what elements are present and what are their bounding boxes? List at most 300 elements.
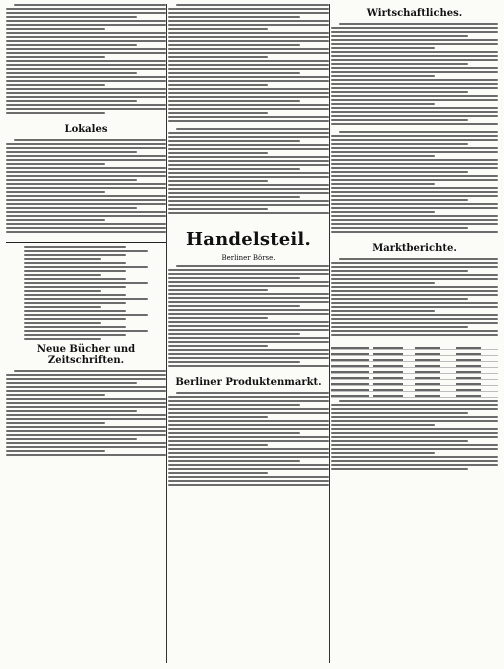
column-2-text-line [168,361,300,363]
table-cell-text [373,395,403,397]
column-2-text-line [168,108,329,110]
column-1-text-line [14,370,166,372]
table-cell-text [456,359,481,361]
column-3-text-line [331,99,498,101]
column-1 [6,4,166,663]
column-3-text-line [331,187,498,189]
column-2-text-line [176,265,329,267]
column-2-text-line [168,212,329,214]
column-2-text-line [168,176,329,178]
column-3-text-block-0 [331,23,498,125]
column-1-text-line [6,48,166,50]
column-3-text-line [331,448,498,450]
column-1-poem-line [24,278,126,280]
column-2-text-line [168,297,329,299]
column-2-text-line [168,285,329,287]
table-cell-text [331,389,369,391]
column-1-text-line [6,88,166,90]
column-1-text-line [6,56,105,58]
column-2-text-line [168,92,329,94]
column-3-text-line [331,464,498,466]
column-2-text-line [168,301,329,303]
column-2-text-line [168,484,329,486]
column-2-text-line [168,148,329,150]
column-3-text-line [331,274,498,276]
table-cell-text [456,389,481,391]
column-2-text-line [168,408,329,410]
column-2-text-line [168,269,329,271]
column-3-text-line [331,199,468,201]
column-2-spacer [168,216,329,220]
column-2-text-line [168,317,268,319]
column-1-text-line [6,163,105,165]
table-cell-text [456,353,481,355]
column-1-text-line [6,382,137,384]
table-cell-text [373,389,403,391]
column-2-text-block-0 [168,4,329,122]
column-3-text-line [331,175,498,177]
column-3-text-line [331,211,435,213]
column-3-text-line [331,139,498,141]
column-2-text-line [168,440,329,442]
column-3-spacer [331,235,498,239]
column-3-text-line [339,23,498,25]
column-3-text-line [331,412,468,414]
column-1-text-line [6,108,166,110]
column-2-text-line [168,24,329,26]
column-3-text-line [331,416,498,418]
column-3-heading-0: Wirtschaftliches. [366,8,463,19]
column-1-text-line [6,414,166,416]
column-2-text-line [168,64,329,66]
column-1-text-line [6,219,105,221]
column-1-text-line [6,159,166,161]
column-2-text-line [168,281,329,283]
column-2-text-line [168,156,329,158]
column-3-text-line [331,51,498,53]
column-1-text-line [6,450,105,452]
column-3-text-line [331,115,498,117]
column-1-poem-line [24,254,126,256]
column-3-text-line [331,191,498,193]
column-3-text-line [331,294,498,296]
column-1-poem-line [24,306,101,308]
column-1-poem-line [24,330,149,332]
column-2-text-line [168,460,300,462]
column-1-text-line [6,92,166,94]
column-2-text-line [168,293,329,295]
column-3-text-line [331,183,435,185]
column-2-text-line [168,112,268,114]
column-1-text-line [6,199,166,201]
column-3-text-line [339,131,498,133]
column-rule-2 [329,4,330,663]
column-1-poem-line [24,314,149,316]
column-1-text-line [6,231,166,233]
table-cell [373,392,415,398]
column-2-text-line [168,140,300,142]
column-2-text-line [168,309,329,311]
column-2-text-line [168,204,329,206]
column-1-text-line [6,378,166,380]
column-2-text-line [168,416,268,418]
column-2-text-line [168,168,300,170]
column-2-text-line [168,200,329,202]
column-1-text-block-0 [6,4,166,114]
column-3-text-line [331,67,498,69]
column-3-market-table [331,344,498,398]
column-1-text-block-2 [6,370,166,456]
column-3-text-line [331,227,468,229]
column-3-text-block-3 [331,400,498,470]
column-3-text-line [331,135,498,137]
column-2-text-line [176,392,329,394]
column-2-text-line [168,476,329,478]
table-cell [415,392,457,398]
column-2-text-line [168,329,329,331]
column-3-text-line [331,326,468,328]
column-1-poem-line [24,322,101,324]
column-2-title-0: Handelsteil. [186,229,311,250]
column-2-text-line [168,76,329,78]
column-3-text-line [331,123,498,125]
column-1-text-line [6,223,166,225]
column-2-text-line [176,128,329,130]
column-2-text-line [168,72,300,74]
column-3-text-line [331,408,498,410]
column-1-text-line [6,390,166,392]
column-2-text-line [168,132,329,134]
column-2-text-line [168,104,329,106]
column-3-text-line [331,330,498,332]
column-1-text-line [6,104,166,106]
table-cell-text [373,383,403,385]
column-1-text-line [6,187,166,189]
column-1-spacer [6,458,166,462]
column-1-text-line [6,203,166,205]
column-2-text-line [168,277,300,279]
column-2-text-line [168,52,329,54]
column-3-text-line [331,59,498,61]
column-1-text-line [6,422,105,424]
column-3-text-line [331,75,435,77]
table-cell-text [373,377,403,379]
column-3-text-line [331,432,498,434]
column-1-poem-line [24,250,149,252]
column-3-text-line [331,203,498,205]
column-3-text-line [331,155,435,157]
column-2-text-line [168,152,268,154]
column-1-text-block-1 [6,139,166,233]
column-2-text-line [168,432,300,434]
column-1-text-line [6,84,105,86]
column-1-poem-line [24,262,126,264]
column-3-text-line [331,424,435,426]
column-1-poem-line [24,302,126,304]
column-3-text-line [331,63,468,65]
column-3-text-line [331,298,468,300]
column-3-spacer [331,338,498,342]
column-2-text-line [168,44,300,46]
column-3-text-line [331,151,498,153]
column-1-text-line [6,72,137,74]
column-1-poem-line [24,274,101,276]
column-2-text-line [168,420,329,422]
column-3-text-line [331,143,468,145]
column-2-text-line [168,196,300,198]
table-cell-text [456,371,481,373]
column-3-text-line [331,207,498,209]
column-3-text-line [331,290,498,292]
column-3-text-line [331,468,468,470]
column-3-text-line [331,195,498,197]
column-2-text-line [168,84,268,86]
column-1-text-line [6,40,166,42]
column-3-text-line [331,35,468,37]
column-3-text-line [331,111,498,113]
column-2-text-line [168,325,329,327]
column-2-text-line [168,464,329,466]
column-3-text-line [331,167,498,169]
column-2-text-line [176,4,329,6]
table-cell-text [456,347,481,349]
column-3-text-line [331,278,498,280]
column-2-text-line [168,88,329,90]
column-2-text-line [168,180,268,182]
column-2-text-line [168,357,329,359]
column-1-poem-line [24,286,126,288]
column-2-text-line [168,36,329,38]
table-cell-text [331,383,369,385]
column-3-text-line [331,452,435,454]
column-1-text-line [6,28,105,30]
column-2-text-line [168,40,329,42]
column-1-poem-line [24,318,126,320]
column-2-text-block-1 [168,128,329,214]
column-1-poem-line [24,290,101,292]
column-rule-1 [166,4,167,663]
column-1-text-line [6,195,166,197]
column-2-text-line [168,32,329,34]
column-1-text-line [6,76,166,78]
column-1-text-line [6,155,166,157]
column-1-poem-line [24,334,126,336]
column-1-text-line [14,4,166,6]
column-1-poem-line [24,310,126,312]
column-1-text-line [6,402,166,404]
column-2-text-line [168,289,268,291]
table-cell-text [415,359,440,361]
table-cell-text [415,347,440,349]
column-3-text-line [331,171,468,173]
column-2-text-line [168,172,329,174]
column-2-text-line [168,160,329,162]
column-1-text-line [6,446,166,448]
column-3-text-line [331,420,498,422]
column-3-text-line [339,400,498,402]
column-1-text-line [6,211,166,213]
column-1-text-line [6,434,166,436]
column-2-text-line [168,136,329,138]
table-cell-text [415,365,440,367]
column-1-heading-1: Neue Bücher und Zeitschriften. [36,344,136,366]
column-1-text-line [6,80,166,82]
column-1-poem-line [24,294,126,296]
table-cell-text [456,383,481,385]
column-3-text-line [331,302,498,304]
column-1-spacer [6,235,166,239]
column-1-text-line [6,167,166,169]
column-1-text-line [6,20,166,22]
column-3-text-line [331,286,498,288]
table-cell-text [373,347,403,349]
column-1-text-line [6,191,105,193]
column-2-text-line [168,188,329,190]
column-3-text-line [331,270,468,272]
table-cell-text [331,377,369,379]
column-2-text-line [168,313,329,315]
column-1-poem-line [24,298,149,300]
column-2-text-line [168,16,300,18]
column-1-poem-block [24,246,149,340]
table-cell-text [456,365,481,367]
column-3-text-line [331,91,468,93]
table-cell-text [415,371,440,373]
column-2-text-line [168,480,329,482]
column-1-text-line [6,374,166,376]
column-2-text-line [168,144,329,146]
column-1-text-line [6,175,166,177]
column-2-text-line [168,56,268,58]
column-2-text-line [168,273,329,275]
column-3-text-line [331,314,498,316]
column-1-text-line [6,32,166,34]
column-1-poem-line [24,246,126,248]
column-2-text-line [168,341,329,343]
column-3-text-line [331,119,468,121]
table-cell [331,392,373,398]
column-3-spacer [331,472,498,476]
column-2-text-line [168,436,329,438]
column-3-text-line [331,147,498,149]
column-3-text-block-2 [331,258,498,336]
column-3-text-line [331,436,498,438]
table-row [331,392,498,398]
column-3-text-line [331,71,498,73]
column-2-text-line [168,337,329,339]
column-2-text-line [168,349,329,351]
column-2-text-line [168,444,268,446]
column-3-text-line [331,444,498,446]
column-1-spacer [6,116,166,120]
column-3-heading-1: Marktberichte. [372,243,457,254]
table-cell-text [373,359,403,361]
column-3 [331,4,498,663]
column-3-text-line [331,322,498,324]
column-1-text-line [6,44,137,46]
table-cell-text [331,395,369,397]
column-3-text-line [331,334,498,336]
column-3-text-line [331,223,498,225]
column-3-text-line [331,179,498,181]
column-2-text-line [168,184,329,186]
column-1-text-line [6,143,166,145]
column-1-text-line [6,430,166,432]
table-cell-text [415,395,440,397]
column-1-text-line [6,406,166,408]
column-3-text-line [331,55,498,57]
column-3-text-line [331,87,498,89]
column-2-text-line [168,8,329,10]
column-1-text-line [6,36,166,38]
column-1-text-line [6,12,166,14]
column-1-poem-line [24,258,101,260]
column-1-text-line [6,394,105,396]
column-2-text-line [168,28,268,30]
column-1-text-line [6,96,166,98]
column-1-text-line [6,454,166,456]
column-1-text-line [6,179,137,181]
column-2-text-line [168,164,329,166]
column-3-text-line [331,266,498,268]
column-1-text-line [6,64,166,66]
table-cell-text [415,377,440,379]
column-1-text-line [6,442,166,444]
column-2-text-line [168,305,300,307]
column-2-text-line [168,120,329,122]
column-2-text-line [168,448,329,450]
table-cell-text [331,365,369,367]
column-1-text-line [6,52,166,54]
column-1-poem-line [24,338,101,340]
column-2-text-line [168,468,329,470]
column-3-text-line [331,27,498,29]
column-3-text-line [331,428,498,430]
column-3-text-line [331,219,498,221]
column-3-text-line [331,103,435,105]
column-1-text-line [6,426,166,428]
column-3-text-block-1 [331,131,498,233]
table-cell-text [331,353,369,355]
column-2-text-block-2 [168,265,329,367]
column-1-rule-3 [6,242,166,243]
column-3-text-line [331,310,435,312]
column-1-text-line [6,438,137,440]
column-1-text-line [6,16,137,18]
column-2-text-line [168,412,329,414]
column-2-text-line [168,48,329,50]
column-2-text-line [168,424,329,426]
column-2-text-line [168,353,329,355]
column-3-text-line [331,456,498,458]
column-1-text-line [6,100,137,102]
column-1-text-line [6,410,137,412]
column-2-text-line [168,100,300,102]
column-1-text-line [6,60,166,62]
column-1-text-line [6,151,137,153]
column-2-text-line [168,345,268,347]
column-2-text-line [168,404,300,406]
table-cell-text [415,353,440,355]
column-3-text-line [331,163,498,165]
table-cell [456,392,498,398]
table-cell-text [415,383,440,385]
column-3-text-line [331,404,498,406]
column-1-text-line [6,207,137,209]
column-2-text-line [168,321,329,323]
column-2-sub-1: Berliner Börse. [221,254,276,262]
table-cell-text [415,389,440,391]
